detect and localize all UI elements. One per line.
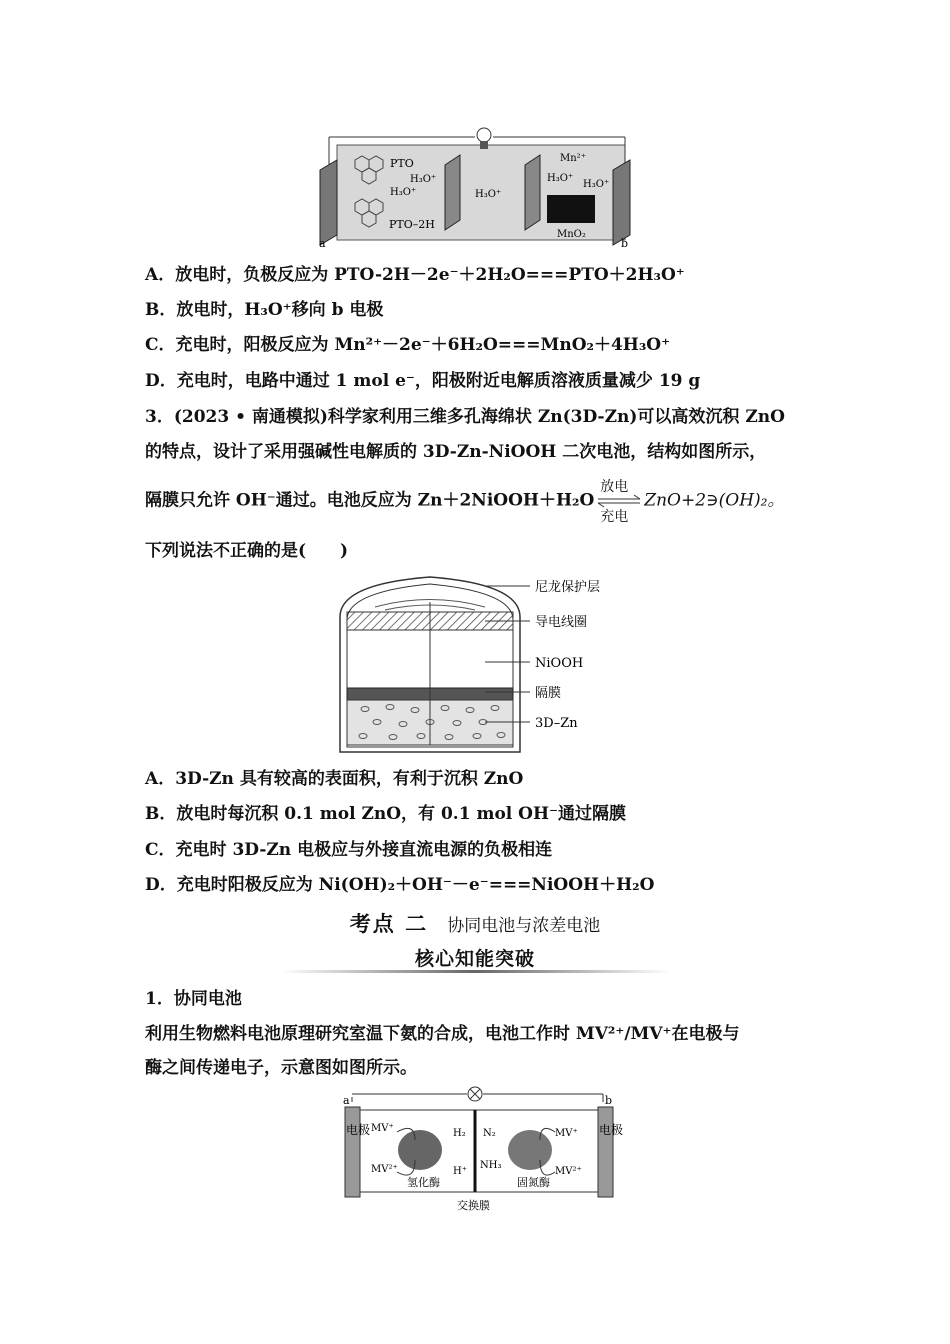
arrow-charge-label: 充电 bbox=[600, 509, 629, 525]
option-c: C．充电时 3D-Zn 电极应与外接直流电源的负极相连 bbox=[145, 840, 553, 860]
mv-plus-label: MV⁺ bbox=[555, 1128, 578, 1139]
h3o-label: H₃O⁺ bbox=[390, 187, 417, 198]
electrode-a-label: a bbox=[319, 237, 326, 250]
h3o-label: H₃O⁺ bbox=[583, 179, 610, 190]
equation-left: 隔膜只允许 OH⁻通过。电池反应为 Zn＋2NiOOH＋H₂O bbox=[145, 490, 595, 511]
separator-right bbox=[525, 155, 540, 230]
hydrogenase-label: 氢化酶 bbox=[407, 1176, 440, 1189]
option-d: D．充电时阳极反应为 Ni(OH)₂＋OH⁻－e⁻===NiOOH＋H₂O bbox=[145, 875, 655, 895]
electrode-right-label: 电极 bbox=[599, 1123, 624, 1137]
electrode-a-label: a bbox=[343, 1094, 350, 1107]
mv-plus-label: MV⁺ bbox=[371, 1123, 394, 1134]
equation-right: ZnO+2∋(OH)₂。 bbox=[644, 490, 785, 511]
h3o-label: H₃O⁺ bbox=[547, 173, 574, 184]
mno2-block bbox=[547, 195, 595, 223]
section-subtitle: 协同电池与浓差电池 bbox=[447, 916, 601, 936]
banner-underline bbox=[280, 968, 670, 976]
n2-label: N₂ bbox=[483, 1128, 496, 1139]
niooh-label: NiOOH bbox=[535, 656, 584, 671]
separator-left bbox=[445, 155, 460, 230]
option-b: B．放电时每沉积 0.1 mol ZnO，有 0.1 mol OH⁻通过隔膜 bbox=[145, 804, 627, 824]
section-banner bbox=[0, 944, 950, 971]
electrode-b-label: b bbox=[605, 1094, 613, 1107]
nitrogenase-enzyme bbox=[508, 1130, 552, 1170]
h3o-label: H₃O⁺ bbox=[410, 174, 437, 185]
question-3-line-2: 的特点，设计了采用强碱性电解质的 3D-Zn-NiOOH 二次电池，结构如图所示， bbox=[145, 442, 767, 462]
nylon-label: 尼龙保护层 bbox=[535, 580, 601, 595]
paragraph-line-1: 利用生物燃料电池原理研究室温下氨的合成，电池工作时 MV²⁺/MV⁺在电极与 bbox=[145, 1024, 740, 1044]
enzyme-fuel-cell-diagram bbox=[335, 1082, 624, 1217]
electrode-a bbox=[320, 160, 337, 245]
pto-label: PTO bbox=[390, 157, 414, 170]
h2-label: H₂ bbox=[453, 1128, 466, 1139]
paragraph-title: 1．协同电池 bbox=[145, 989, 242, 1009]
3dzn-label: 3D–Zn bbox=[535, 716, 578, 731]
battery-diagram-pto-mno2 bbox=[315, 125, 635, 255]
hplus-label: H⁺ bbox=[453, 1166, 467, 1177]
option-c: C．充电时，阳极反应为 Mn²⁺－2e⁻＋6H₂O===MnO₂＋4H₃O⁺ bbox=[145, 335, 671, 355]
nh3-label: NH₃ bbox=[480, 1160, 502, 1171]
cell-tank bbox=[360, 1110, 598, 1192]
section-heading bbox=[0, 908, 950, 938]
option-a: A．3D-Zn 具有较高的表面积，有利于沉积 ZnO bbox=[145, 769, 524, 789]
hydrogenase-enzyme bbox=[398, 1130, 442, 1170]
electrode-b-label: b bbox=[621, 237, 629, 250]
mno2-label: MnO₂ bbox=[557, 229, 586, 240]
section-title: 考点 二 bbox=[349, 911, 429, 936]
electrode-b bbox=[613, 160, 630, 245]
membrane-label: 隔膜 bbox=[535, 686, 562, 701]
question-3-line-4: 下列说法不正确的是( ) bbox=[145, 541, 349, 561]
pto2h-label: PTO–2H bbox=[389, 218, 435, 231]
mv2-label: MV²⁺ bbox=[555, 1166, 582, 1177]
nitrogenase-label: 固氮酶 bbox=[517, 1176, 550, 1189]
paragraph-line-2: 酶之间传递电子，示意图如图所示。 bbox=[145, 1058, 417, 1078]
mv2-label: MV²⁺ bbox=[371, 1164, 398, 1175]
electrode-right bbox=[598, 1107, 613, 1197]
banner-title: 核心知能突破 bbox=[414, 948, 535, 970]
electrode-left bbox=[345, 1107, 360, 1197]
option-b: B．放电时，H₃O⁺移向 b 电极 bbox=[145, 300, 384, 320]
reversible-arrow bbox=[596, 479, 642, 525]
battery-diagram-3dzn-niooh bbox=[335, 572, 625, 757]
question-3-line-1: 3．(2023 • 南通模拟)科学家利用三维多孔海绵状 Zn(3D-Zn)可以高效沉积 ZnO bbox=[145, 407, 785, 427]
h3o-label: H₃O⁺ bbox=[475, 189, 502, 200]
ammeter-icon bbox=[468, 1087, 482, 1101]
option-a: A．放电时，负极反应为 PTO-2H－2e⁻＋2H₂O===PTO＋2H₃O⁺ bbox=[145, 265, 685, 285]
mn-label: Mn²⁺ bbox=[560, 153, 586, 164]
option-d: D．充电时，电路中通过 1 mol e⁻，阳极附近电解质溶液质量减少 19 g bbox=[145, 371, 701, 391]
question-3-line-3 bbox=[145, 479, 785, 525]
arrow-discharge-label: 放电 bbox=[600, 479, 629, 495]
electrode-left-label: 电极 bbox=[346, 1123, 371, 1137]
wire-label: 导电线圈 bbox=[535, 615, 588, 630]
exchange-membrane-label: 交换膜 bbox=[457, 1199, 490, 1212]
